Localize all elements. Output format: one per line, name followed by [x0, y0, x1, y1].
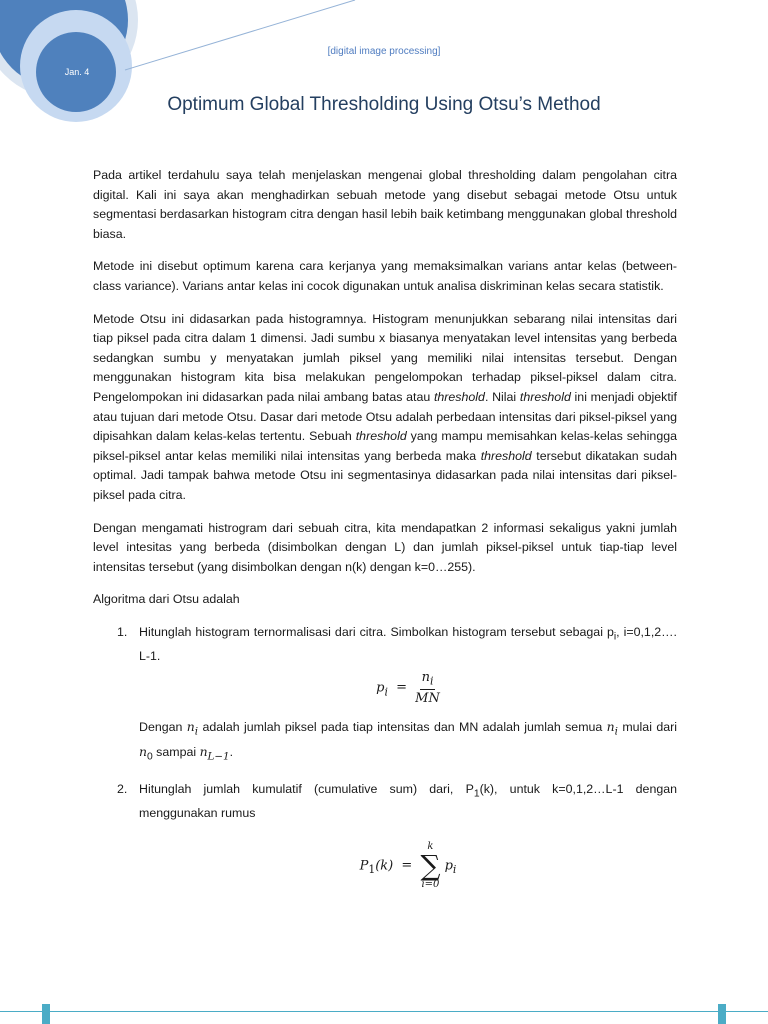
footer-rule: [0, 1011, 768, 1012]
running-header: [digital image processing]: [327, 46, 441, 57]
step-note: Dengan $n_i$ adalah jumlah piksel pada tiap intensitas dan MN adalah jumlah semua $n_i$ mulai dari $n_0$ sampai $n_{L-1}$.: [139, 718, 677, 763]
step-text: Hitunglah histogram ternormalisasi dari citra. Simbolkan histogram tersebut sebagai $p_i$, i=0,1,2…. L-1.: [139, 624, 677, 663]
footer-left-marker: [42, 1004, 50, 1024]
equation-cumulative-sum: $P_1(k)$ = k ∑ i=0 $p_i$: [359, 840, 457, 890]
step-number: 1.: [117, 624, 128, 639]
paragraph-histogram: Metode Otsu ini didasarkan pada histogramnya. Histogram menunjukkan sebarang nilai intensitas dari tiap piksel pada citra dalam 1 dimensi. Jadi sumbu x biasanya menyatakan level intensitas yang berbeda sedangkan sumbu y menyatakan jumlah piksel yang memiliki nilai intensitas tersebut. Dengan menggunakan histogram kita bisa melakukan pengelompokan terhadap piksel-piksel dalam citra. Pengelompokan ini didasarkan pada nilai ambang batas atau threshold. Nilai threshold ini menjadi objektif atau tujuan dari metode Otsu. Dasar dari metode Otsu adalah perbedaan intensitas dari piksel-piksel yang dipisahkan dalam kelas-kelas tertentu. Sebuah threshold yang mampu memisahkan kelas-kelas sehingga piksel-piksel antar kelas memiliki nilai intensitas yang berbeda maka threshold tersebut dikatakan sudah optimal. Jadi tampak bahwa metode Otsu ini segmentasinya didasarkan pada nilai intensitas dari piksel-piksel pada citra.: [93, 311, 677, 502]
step-text: Hitunglah jumlah kumulatif (cumulative sum) dari, $P_1(k)$, untuk k=0,1,2…L-1 dengan menggunakan rumus: [139, 782, 678, 821]
article-body: [93, 166, 677, 902]
paragraph-algorithm-intro: Algoritma dari Otsu adalah: [93, 592, 240, 607]
paragraph-levels: Dengan mengamati histrogram dari sebuah citra, kita mendapatkan 2 informasi sekaligus yakni jumlah level intesitas yang berbeda (disimbolkan dengan L) dan jumlah piksel-piksel untuk tiap-tiap level intensitas tersebut (yang disimbolkan dengan n(k) dengan k=0…255).: [93, 520, 677, 574]
page-title: Optimum Global Thresholding Using Otsu’s Method: [167, 94, 601, 115]
paragraph-optimum: Metode ini disebut optimum karena cara kerjanya yang memaksimalkan varians antar kelas (between-class variance). Varians antar kelas ini cocok digunakan untuk analisa diskriminan kelas secara statistik.: [93, 259, 677, 293]
paragraph-intro: Pada artikel terdahulu saya telah menjelaskan mengenai global thresholding dalam pengolahan citra digital. Kali ini saya akan menghadirkan sebuah metode yang disebut sebagai metode Otsu untuk segmentasi berdasarkan histogram citra dengan hasil lebih baik ketimbang menggunakan global threshold biasa.: [93, 168, 677, 241]
algorithm-steps: [93, 623, 677, 890]
step-item: [93, 623, 677, 767]
step-item: [93, 780, 677, 890]
step-number: 2.: [117, 782, 128, 797]
footer-right-marker: [718, 1004, 726, 1024]
date-label: Jan. 4: [64, 67, 90, 77]
equation-normalized-histogram: $p_i$ = $\frac{n_i}{MN}$: [376, 669, 440, 706]
